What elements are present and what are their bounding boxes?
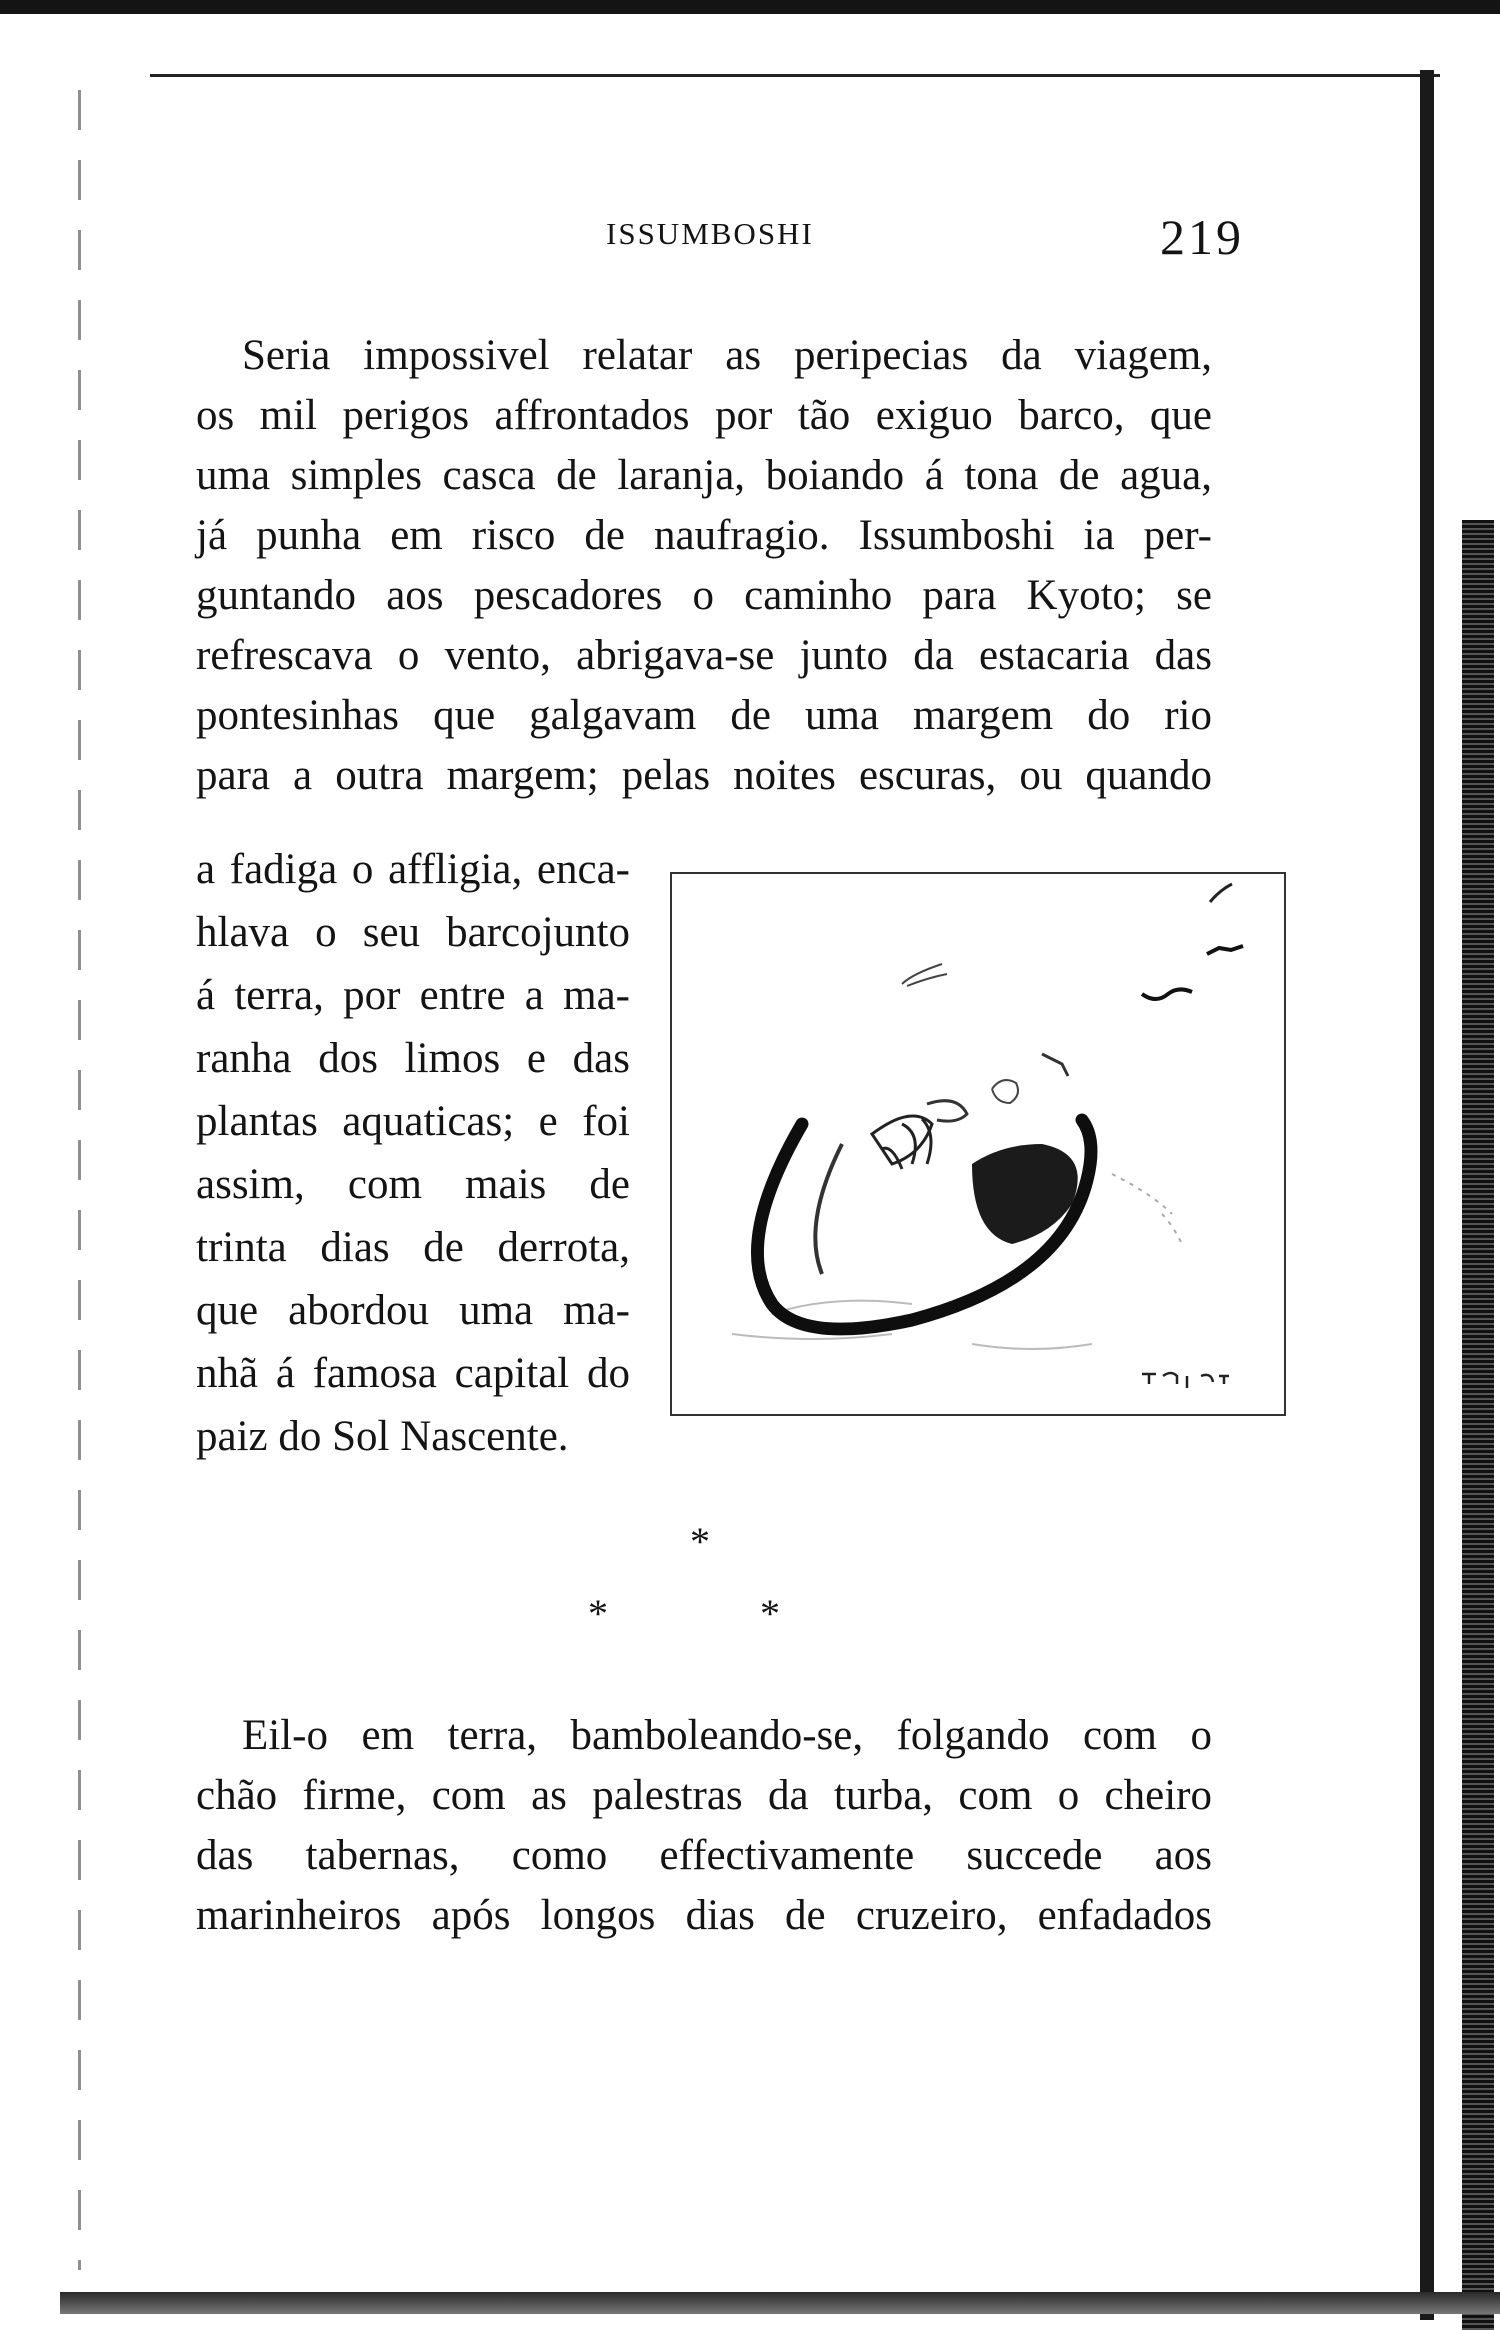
text-line: marinheiros após longos dias de cruzeiro, enfadados — [196, 1892, 1212, 1939]
bird-mark — [1042, 1054, 1068, 1076]
section-asterism — [560, 1519, 860, 1662]
bird-mark — [1210, 884, 1232, 902]
book-page-stack-edge — [1462, 520, 1494, 2330]
text-line: trinta dias de derrota, — [196, 1224, 630, 1271]
text-line: assim, com mais de — [196, 1161, 630, 1208]
boat-illustration — [670, 872, 1286, 1416]
page-frame-left-rule — [78, 90, 81, 2270]
text-line: refrescava o vento, abrigava-se junto da estacaria das — [196, 632, 1212, 679]
artist-signature — [1142, 1373, 1229, 1388]
bottom-scan-edge — [60, 2292, 1500, 2314]
book-spine-edge — [1420, 70, 1434, 2320]
text-line: a fadiga o affligia, enca- — [196, 846, 630, 893]
paragraph-1 — [196, 326, 1212, 806]
text-line: Eil-o em terra, bamboleando-se, folgando com o — [242, 1712, 1212, 1759]
paragraph-3 — [196, 1706, 1212, 1946]
top-scan-edge — [0, 0, 1500, 14]
text-line: das tabernas, como effectivamente succede aos — [196, 1832, 1212, 1879]
text-line: que abordou uma ma- — [196, 1287, 630, 1334]
text-line: para a outra margem; pelas noites escuras, ou quando — [196, 752, 1212, 799]
asterisk: * — [760, 1591, 780, 1636]
text-line: pontesinhas que galgavam de uma margem do rio — [196, 692, 1212, 739]
text-line: guntando aos pescadores o caminho para Kyoto; se — [196, 572, 1212, 619]
text-line: plantas aquaticas; e foi — [196, 1098, 630, 1145]
bird-mark — [1142, 989, 1192, 999]
text-line: os mil perigos affrontados por tão exiguo barco, que — [196, 392, 1212, 439]
text-line: já punha em risco de naufragio. Issumboshi ia per- — [196, 512, 1212, 559]
text-line: chão firme, com as palestras da turba, com o cheiro — [196, 1772, 1212, 1819]
page-number: 219 — [1160, 209, 1244, 265]
text-line: hlava o seu barcojunto — [196, 909, 630, 956]
text-line: Seria impossivel relatar as peripecias da viagem, — [242, 332, 1212, 379]
asterisk: * — [588, 1591, 608, 1636]
bird-mark — [1207, 946, 1243, 954]
text-line: á terra, por entre a ma- — [196, 972, 630, 1019]
text-line: uma simples casca de laranja, boiando á tona de agua, — [196, 452, 1212, 499]
page-frame-top-rule — [150, 74, 1440, 77]
paragraph-2-wrapped — [196, 838, 630, 1468]
bird-mark — [902, 964, 947, 986]
text-line: ranha dos limos e das — [196, 1035, 630, 1082]
running-title: ISSUMBOSHI — [606, 216, 814, 251]
text-line: nhã á famosa capital do — [196, 1350, 630, 1397]
boat-sketch-icon — [672, 874, 1284, 1414]
asterisk: * — [690, 1519, 710, 1564]
text-line: paiz do Sol Nascente. — [196, 1413, 569, 1460]
